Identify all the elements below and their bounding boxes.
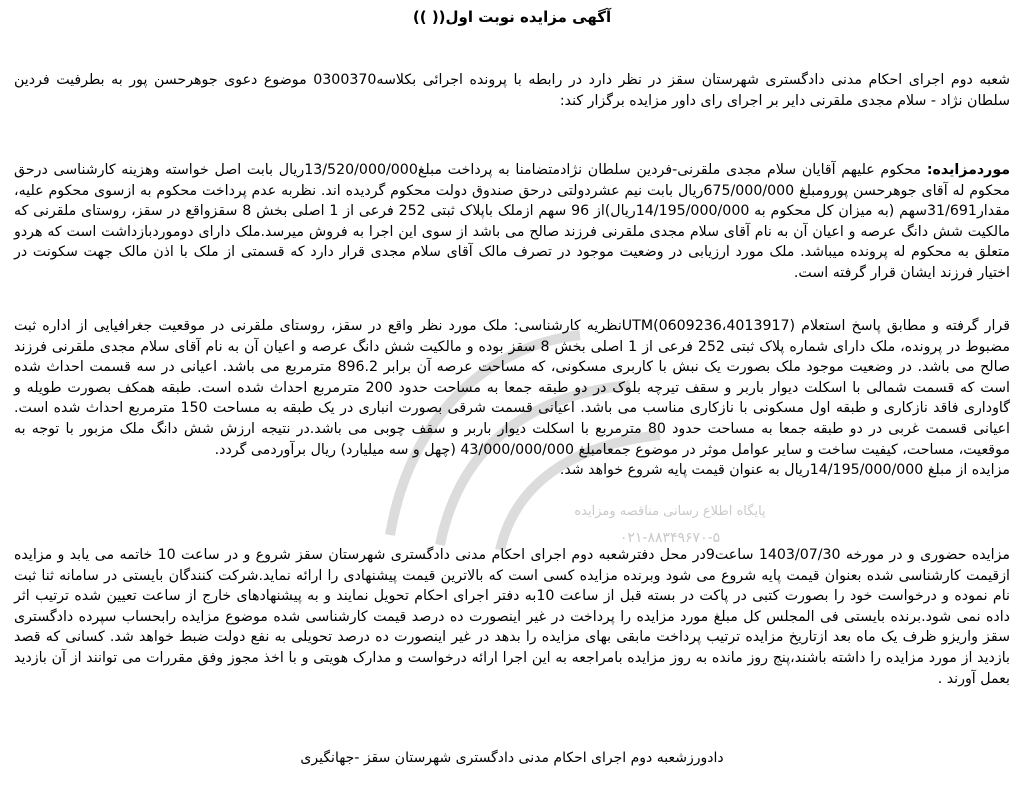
auction-session-paragraph: مزایده حضوری و در مورخه 1403/07/30 ساعت9در محل دفترشعبه دوم اجرای احکام مدنی دادگستری شهرستان سقز شروع و در ساعت 10 خاتمه می یابد و مزایده ازقیمت کارشناسی شده بعنوان قیمت پایه شروع می شود وبرنده مزایده کسی است که بالاترین قیمت پیشنهادی را ارائه نماید.شرکت کنندگان بایستی در سامانه ثنا ثبت نام نموده و درخواست خود را بصورت کتبی در پاکت در بسته قبل از ساعت 10به دفتر اجرای احکام تحویل نمایند و به پیشنهادهای خارج از ساعت تعیین شده ترتیب اثر داده نمی شود.برنده بایستی فی المجلس کل مبلغ مورد مزایده را پرداخت در غیر اینصورت ده درصد قیمت کارشناسی شده موضوع مزایده رابحساب سپرده دادگستری سقز واریزو ظرف یک ماه بعد ازتاریخ مزایده ترتیب پرداخت مابقی بهای مزایده را بدهد در غیر اینصورت ده درصد تحویلی به نفع دولت ضبط خواهد شد. کسانی که قصد بازدید از مورد مزایده را داشته باشند،پنج روز مانده به روز مزایده بامراجعه به این اجرا ارائه درخواست و مدارک هویتی و با اخذ مجوز وفق مقررات می توانند از آن بازدید بعمل آورند . <box>14 547 1010 687</box>
subject-text: محکوم علیهم آقایان سلام مجدی ملقرنی-فردین سلطان نژادمتضامنا به پرداخت مبلغ13/520/000/000ریال بابت اصل خواسته وهزینه کارشناسی درحق محکوم له آقای جوهرحسن پورومبلغ 675/000/000ریال بابت نیم عشردولتی درحق صندوق دولت محکوم گردیده اند. نظربه عدم پرداخت محکوم به ازسوی محکوم علیه، مقدار31/691سهم (به میزان کل محکوم به 14/195/000/000ریال)از 96 سهم ازملک باپلاک ثبتی 252 فرعی از 1 اصلی بخش 8 سقزواقع در سقز، روستای ملقرنی که مالکیت شش دانگ عرصه و اعیان آن به نام آقای سلام مجدی ملقرنی فرزند صالح می باشد از سوی این اجرا به فروش میرسد.ملک دارای دوموردبازداشت است که هردو متعلق به محکوم له پرونده میباشد. ملک مورد ارزیابی در وضعیت موجود در تصرف مالک آقای سلام مجدی قرار دارد که قسمتی از ملک با اذن مالک جهت سکونت در اختیار فرزند ایشان قرار گرفته است. <box>14 162 1010 281</box>
watermark-text-line1: پایگاه اطلاع رسانی مناقصه ومزایده <box>574 504 766 519</box>
subject-label: موردمزایده: <box>926 162 1010 178</box>
intro-paragraph: شعبه دوم اجرای احکام مدنی دادگستری شهرستان سقز در نظر دارد در رابطه با پرونده اجرائی بکلاسه0300370 موضوع دعوی جوهرحسن پور به بطرفیت فردین سلطان نژاد - سلام مجدی ملقرنی دایر بر اجرای رای داور مزایده برگزار کند: <box>14 72 1010 109</box>
notice-title: آگهی مزایده نوبت اول(( )) <box>412 8 612 26</box>
signature-footer: دادورزشعبه دوم اجرای احکام مدنی دادگستری شهرستان سقز -جهانگیری <box>300 750 724 766</box>
auction-subject-paragraph <box>14 160 1010 284</box>
expert-report-paragraph: قرار گرفته و مطابق پاسخ استعلام UTM(0609236،4013917)نظریه کارشناسی: ملک مورد نظر واقع در سقز، روستای ملقرنی در موقعیت جغرافیایی از اداره ثبت مضبوط در پرونده، ملک دارای شماره پلاک ثبتی 252 فرعی از 1 اصلی بخش 8 سقز بوده و مالکیت شش دانگ عرصه و اعیان آن به نام آقای سلام مجدی ملقرنی فرزند صالح می باشد. در وضعیت موجود ملک بصورت یک نبش با کاربری مسکونی، که مساحت عرصه آن برابر 896.2 مترمربع می باشد. اعیانی در سه قسمت احداث شده است که قسمت شمالی با اسکلت دیوار باربر و سقف تیرچه بلوک در دو طبقه جمعا به مساحت حدود 200 مترمربع احداث شده است. طبقه همکف بصورت طویله و گاوداری فاقد نازکاری و طبقه اول مسکونی با نازکاری مناسب می باشد. اعیانی قسمت شرقی بصورت انباری در یک طبقه به مساحت 150 مترمربع احداث شده است. اعیانی قسمت غربی در دو طبقه جمعا به مساحت حدود 80 مترمربع با اسکلت دیوار باربر و سقف چوبی می باشد.در نتیجه ارزش شش دانگ ملک مزبور با توجه به موقعیت، مساحت، کیفیت ساخت و سایر عوامل موثر در موضوع جمعامبلغ 43/000/000/000 (چهل و سه میلیارد) ریال برآوردمی گردد. مزایده از مبلغ 14/195/000/000ریال به عنوان قیمت پایه شروع خواهد شد. <box>14 318 1010 479</box>
watermark-text-line2: ۰۲۱-۸۸۳۴۹۶۷۰-۵ <box>619 530 721 546</box>
